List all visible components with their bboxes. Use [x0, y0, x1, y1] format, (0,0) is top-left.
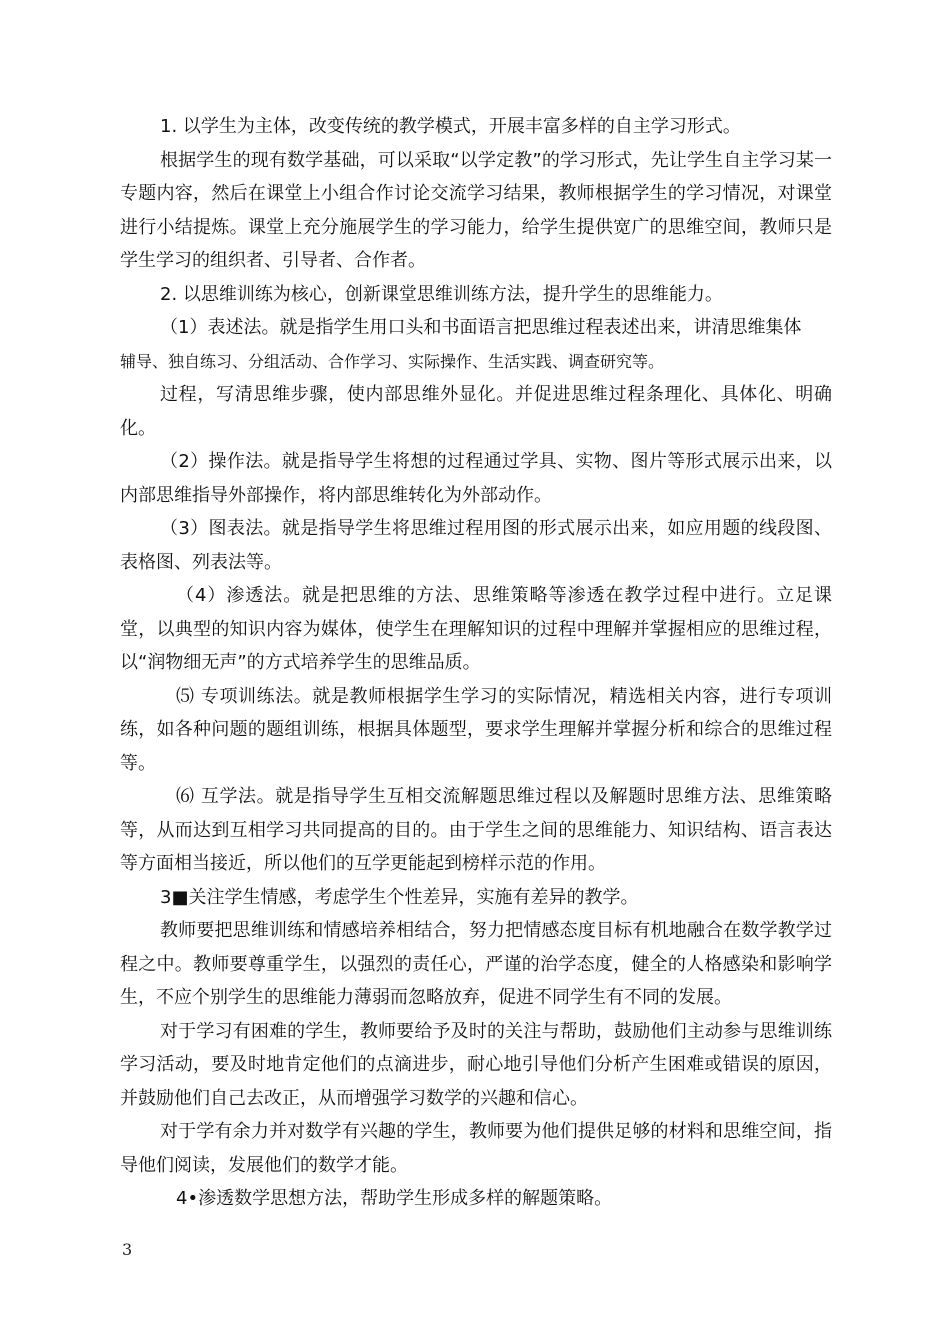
paragraph-10: ⑸ 专项训练法。就是教师根据学生学习的实际情况，精选相关内容，进行专项训练，如各种问题的题组训练，根据具体题型，要求学生理解并掌握分析和综合的思维过程等。: [120, 685, 832, 774]
paragraph-16: 4•渗透数学思想方法，帮助学生形成多样的解题策略。: [176, 1188, 613, 1209]
paragraph-9: （4）渗透法。就是把思维的方法、思维策略等渗透在教学过程中进行。立足课堂，以典型的知识内容为媒体，使学生在理解知识的过程中理解并掌握相应的思维过程，以“润物细无声”的方式培养学生的思维品质。: [120, 585, 832, 673]
paragraph-12: 3■关注学生情感，考虑学生个性差异，实施有差异的教学。: [160, 886, 639, 908]
paragraph-1: 1. 以学生为主体，改变传统的教学模式，开展丰富多样的自主学习形式。: [160, 116, 741, 137]
paragraph-15: 对于学有余力并对数学有兴趣的学生，教师要为他们提供足够的材料和思维空间，指导他们阅读，发展他们的数学才能。: [120, 1121, 832, 1176]
paragraph-14: 对于学习有困难的学生，教师要给予及时的关注与帮助，鼓励他们主动参与思维训练学习活动，要及时地肯定他们的点滴进步，耐心地引导他们分析产生困难或错误的原因，并鼓励他们自己去改正，从而增强学习数学的兴趣和信心。: [120, 1020, 832, 1109]
page-number: 3: [122, 1240, 133, 1259]
paragraph-8: （3）图表法。就是指导学生将思维过程用图的形式展示出来，如应用题的线段图、表格图、列表法等。: [120, 518, 832, 573]
paragraph-11: ⑹ 互学法。就是指导学生互相交流解题思维过程以及解题时思维方法、思维策略等，从而达到互相学习共同提高的目的。由于学生之间的思维能力、知识结构、语言表达等方面相当接近，所以他们的互学更能起到榜样示范的作用。: [120, 786, 832, 874]
body-text: [120, 110, 832, 1216]
paragraph-6: 过程，写清思维步骤，使内部思维外显化。并促进思维过程条理化、具体化、明确化。: [120, 384, 832, 439]
paragraph-4: （1）表述法。就是指学生用口头和书面语言把思维过程表述出来，讲清思维集体: [160, 317, 802, 338]
paragraph-7: （2）操作法。就是指导学生将想的过程通过学具、实物、图片等形式展示出来，以内部思维指导外部操作，将内部思维转化为外部动作。: [120, 451, 832, 506]
paragraph-5: 辅导、独自练习、分组活动、合作学习、实际操作、生活实践、调查研究等。: [120, 351, 665, 371]
paragraph-2: 根据学生的现有数学基础，可以采取“以学定教”的学习形式，先让学生自主学习某一专题内容，然后在课堂上小组合作讨论交流学习结果，教师根据学生的学习情况，对课堂进行小结提炼。课堂上充分施展学生的学习能力，给学生提供宽广的思维空间，教师只是学生学习的组织者、引导者、合作者。: [120, 149, 832, 271]
paragraph-3: 2. 以思维训练为核心，创新课堂思维训练方法，提升学生的思维能力。: [160, 283, 723, 305]
paragraph-13: 教师要把思维训练和情感培养相结合，努力把情感态度目标有机地融合在数学教学过程之中。教师要尊重学生，以强烈的责任心，严谨的治学态度，健全的人格感染和影响学生，不应个别学生的思维能力薄弱而忽略放弃，促进不同学生有不同的发展。: [120, 920, 832, 1008]
